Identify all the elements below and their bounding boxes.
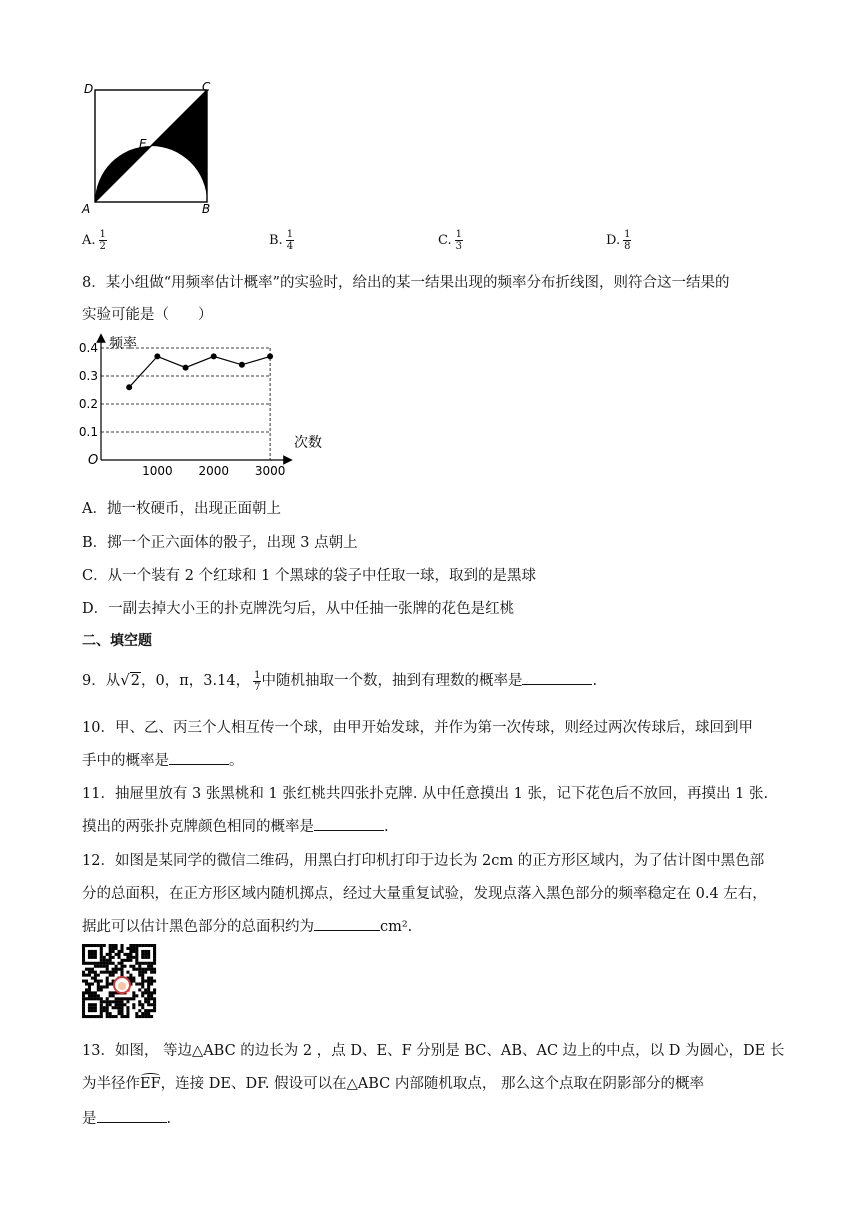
q13-line-2: 为半径作EF，连接 DE、DF. 假设可以在△ABC 内部随机取点， 那么这个点取在阴影部分的概率 — [82, 1076, 704, 1092]
label-b: B — [202, 202, 211, 216]
option-letter: A. — [82, 233, 96, 248]
q13-line-1: 13．如图， 等边△ABC 的边长为 2 ，点 D、E、F 分别是 BC、AB、AC 边上的中点，以 D 为圆心，DE 长 — [82, 1043, 785, 1059]
q7-option-c — [438, 229, 463, 252]
frequency-line-chart — [78, 332, 342, 478]
answer-blank[interactable] — [97, 1108, 167, 1123]
option-letter: B. — [269, 233, 283, 248]
y-tick-label: 0.4 — [78, 341, 98, 355]
data-point — [126, 384, 132, 390]
q7-figure — [82, 80, 217, 215]
answer-blank[interactable] — [169, 750, 229, 765]
x-axis-label: 次数 — [294, 435, 322, 451]
data-point — [183, 365, 189, 371]
answer-blank[interactable] — [314, 916, 380, 931]
y-tick-label: 0.1 — [78, 425, 98, 439]
sqrt-expression: √2 — [120, 671, 141, 689]
q7-option-d — [606, 229, 631, 252]
data-point — [154, 353, 160, 359]
data-point — [267, 353, 273, 359]
origin-label: O — [88, 453, 99, 468]
q13-line-3: 是 . — [82, 1107, 171, 1128]
q8-line-2: 实验可能是（ ） — [82, 307, 213, 323]
q8-line-1: 8．某小组做“用频率估计概率”的实验时，给出的某一结果出现的频率分布折线图，则符合这一结果的 — [82, 275, 730, 291]
answer-blank[interactable] — [522, 670, 592, 685]
option-letter: C. — [438, 233, 452, 248]
option-fraction: $\frac{1}{3}$ — [455, 229, 462, 252]
data-point — [239, 362, 245, 368]
series-line — [129, 356, 270, 387]
option-fraction: $\frac{1}{8}$ — [624, 229, 631, 252]
label-e: E — [139, 137, 147, 151]
q12-line-1: 12．如图是某同学的微信二维码，用黑白打印机打印于边长为 2cm 的正方形区域内，为了估计图中黑色部 — [82, 853, 765, 869]
q12-line-3: 据此可以估计黑色部分的总面积约为 cm². — [82, 915, 412, 936]
answer-blank[interactable] — [314, 816, 384, 831]
label-d: D — [84, 82, 94, 96]
y-tick-label: 0.3 — [78, 369, 98, 383]
qr-code-image — [82, 944, 156, 1018]
x-tick-label: 2000 — [198, 464, 230, 478]
arc-ef: EF — [140, 1076, 161, 1092]
q8-option-b: B．掷一个正六面体的骰子，出现 3 点朝上 — [82, 535, 358, 551]
q7-option-b — [269, 229, 294, 252]
option-fraction: $\frac{1}{2}$ — [99, 229, 106, 252]
q7-option-a — [82, 229, 107, 252]
q11-line-2: 摸出的两张扑克牌颜色相同的概率是 . — [82, 815, 389, 836]
y-tick-label: 0.2 — [78, 397, 98, 411]
q8-option-c: C．从一个装有 2 个红球和 1 个黑球的袋子中任取一球，取到的是黑球 — [82, 568, 536, 584]
q10-line-1: 10．甲、乙、丙三个人相互传一个球，由甲开始发球，并作为第一次传球，则经过两次传球后，球回到甲 — [82, 720, 753, 736]
q9-line: 9．从√2，0，π，3.14， $\frac{1}{7}$ 中随机抽取一个数，抽到有理数的概率是 . — [82, 669, 598, 693]
fraction: $\frac{1}{7}$ — [254, 669, 261, 693]
y-axis-label: 频率 — [109, 336, 137, 352]
q8-option-a: A．抛一枚硬币，出现正面朝上 — [82, 501, 281, 517]
option-letter: D. — [606, 233, 621, 248]
x-tick-label: 3000 — [254, 464, 286, 478]
q8-option-d: D．一副去掉大小王的扑克牌洗匀后，从中任抽一张牌的花色是红桃 — [82, 601, 515, 617]
q11-line-1: 11．抽屉里放有 3 张黑桃和 1 张红桃共四张扑克牌. 从中任意摸出 1 张，记下花色后不放回，再摸出 1 张. — [82, 786, 769, 802]
x-tick-label: 1000 — [142, 464, 173, 478]
label-a: A — [82, 202, 91, 216]
q12-line-2: 分的总面积，在正方形区域内随机掷点，经过大量重复试验，发现点落入黑色部分的频率稳定在 0.4 左右， — [82, 886, 767, 902]
data-point — [211, 353, 217, 359]
option-fraction: $\frac{1}{4}$ — [286, 229, 294, 252]
label-c: C — [202, 80, 211, 94]
q10-line-2: 手中的概率是 。 — [82, 749, 244, 770]
section-heading: 二、填空题 — [82, 633, 152, 649]
